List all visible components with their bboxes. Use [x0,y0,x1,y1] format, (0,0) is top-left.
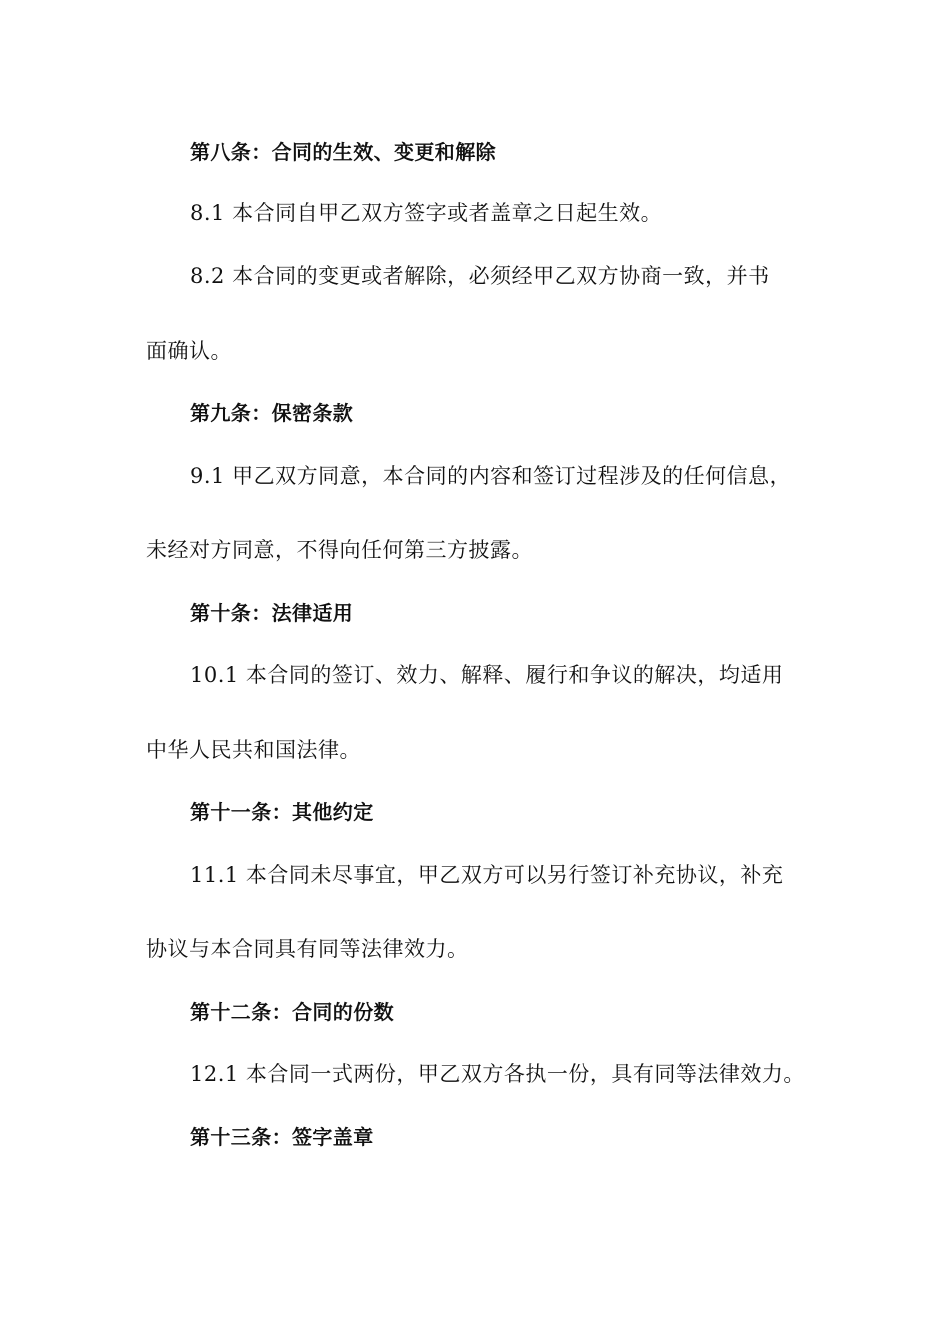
clause-8-1: 8.1 本合同自甲乙双方签字或者盖章之日起生效。 [190,201,663,225]
article-13-heading: 第十三条：签字盖章 [190,1125,374,1149]
article-10-heading: 第十条：法律适用 [190,601,354,625]
article-12-heading: 第十二条：合同的份数 [190,1000,394,1024]
clause-11-1-line-1: 11.1 本合同未尽事宜，甲乙双方可以另行签订补充协议，补充 [190,863,784,887]
article-9-heading: 第九条：保密条款 [190,401,354,425]
clause-8-2-line-1: 8.2 本合同的变更或者解除，必须经甲乙双方协商一致，并书 [190,264,770,288]
clause-11-1-line-2: 协议与本合同具有同等法律效力。 [146,937,469,961]
clause-10-1-line-1: 10.1 本合同的签订、效力、解释、履行和争议的解决，均适用 [190,663,784,687]
article-8-heading: 第八条：合同的生效、变更和解除 [190,140,496,164]
clause-10-1-line-2: 中华人民共和国法律。 [146,738,361,762]
clause-9-1-line-1: 9.1 甲乙双方同意，本合同的内容和签订过程涉及的任何信息， [190,464,792,488]
clause-12-1: 12.1 本合同一式两份，甲乙双方各执一份，具有同等法律效力。 [190,1062,805,1086]
article-11-heading: 第十一条：其他约定 [190,800,374,824]
clause-9-1-line-2: 未经对方同意，不得向任何第三方披露。 [146,538,533,562]
clause-8-2-line-2: 面确认。 [146,339,232,363]
